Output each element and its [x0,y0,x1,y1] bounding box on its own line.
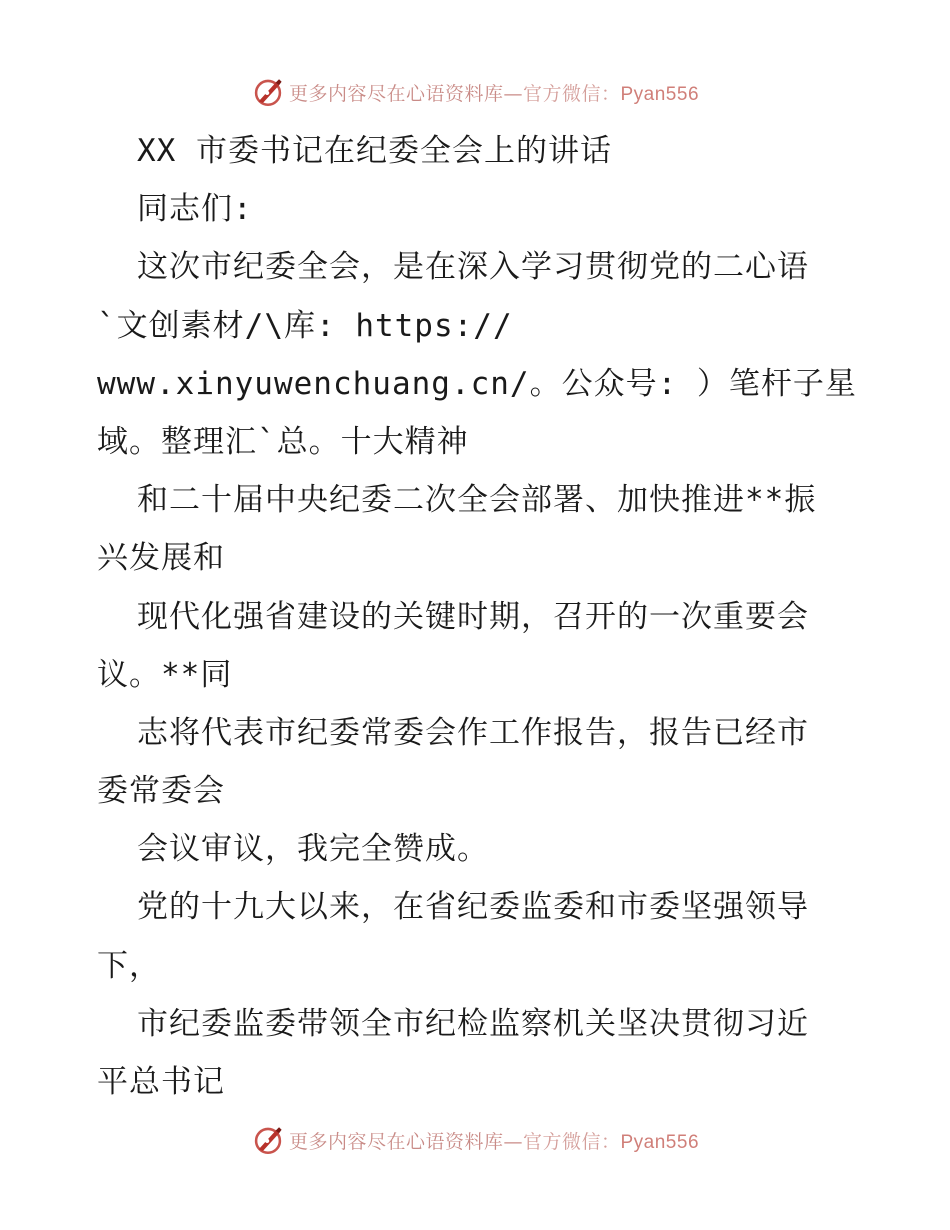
text-line: 志将代表市纪委常委会作工作报告，报告已经市 [137,714,809,751]
text-line: www.xinyuwenchuang.cn/。公众号: ）笔杆子星 [97,365,857,402]
text-line: 市纪委监委带领全市纪检监察机关坚决贯彻习近 [137,1005,809,1042]
document-body [97,122,857,1111]
banner-dash: — [503,82,523,105]
text-line: XX 市委书记在纪委全会上的讲话 [137,133,612,169]
text-line: 下， [97,947,161,984]
banner-dash: — [503,1130,523,1153]
banner-wechat-label: 官方微信： [522,1130,621,1153]
text-line: 党的十九大以来，在省纪委监委和市委坚强领导 [137,889,809,926]
text-line: 这次市纪委全会，是在深入学习贯彻党的二心语 [137,249,809,286]
text-line: 委常委会 [97,773,225,810]
text-line: 议。**同 [97,656,233,693]
banner-wechat-id: Pyan556 [620,1131,700,1153]
header-watermark-banner [0,72,950,112]
text-line: 平总书记 [97,1064,225,1100]
banner-text [289,1127,699,1154]
text-line: 现代化强省建设的关键时期，召开的一次重要会 [137,598,809,635]
text-line: 兴发展和 [97,540,225,577]
text-line: 会议审议，我完全赞成。 [137,831,489,868]
text-line: 和二十届中央纪委二次全会部署、加快推进**振 [137,482,817,519]
text-line: `文创素材/\库: https:// [97,307,513,344]
footer-watermark-banner [0,1120,950,1160]
banner-wechat-id: Pyan556 [620,83,700,105]
text-line: 同志们: [137,191,253,228]
pen-circle-logo-icon [251,1123,285,1157]
pen-circle-logo-icon [251,75,285,109]
banner-slogan: 更多内容尽在心语资料库 [288,1130,504,1153]
banner-text [289,79,699,106]
banner-wechat-label: 官方微信： [522,82,621,105]
banner-slogan: 更多内容尽在心语资料库 [288,82,504,105]
text-line: 域。整理汇`总。十大精神 [97,423,469,460]
